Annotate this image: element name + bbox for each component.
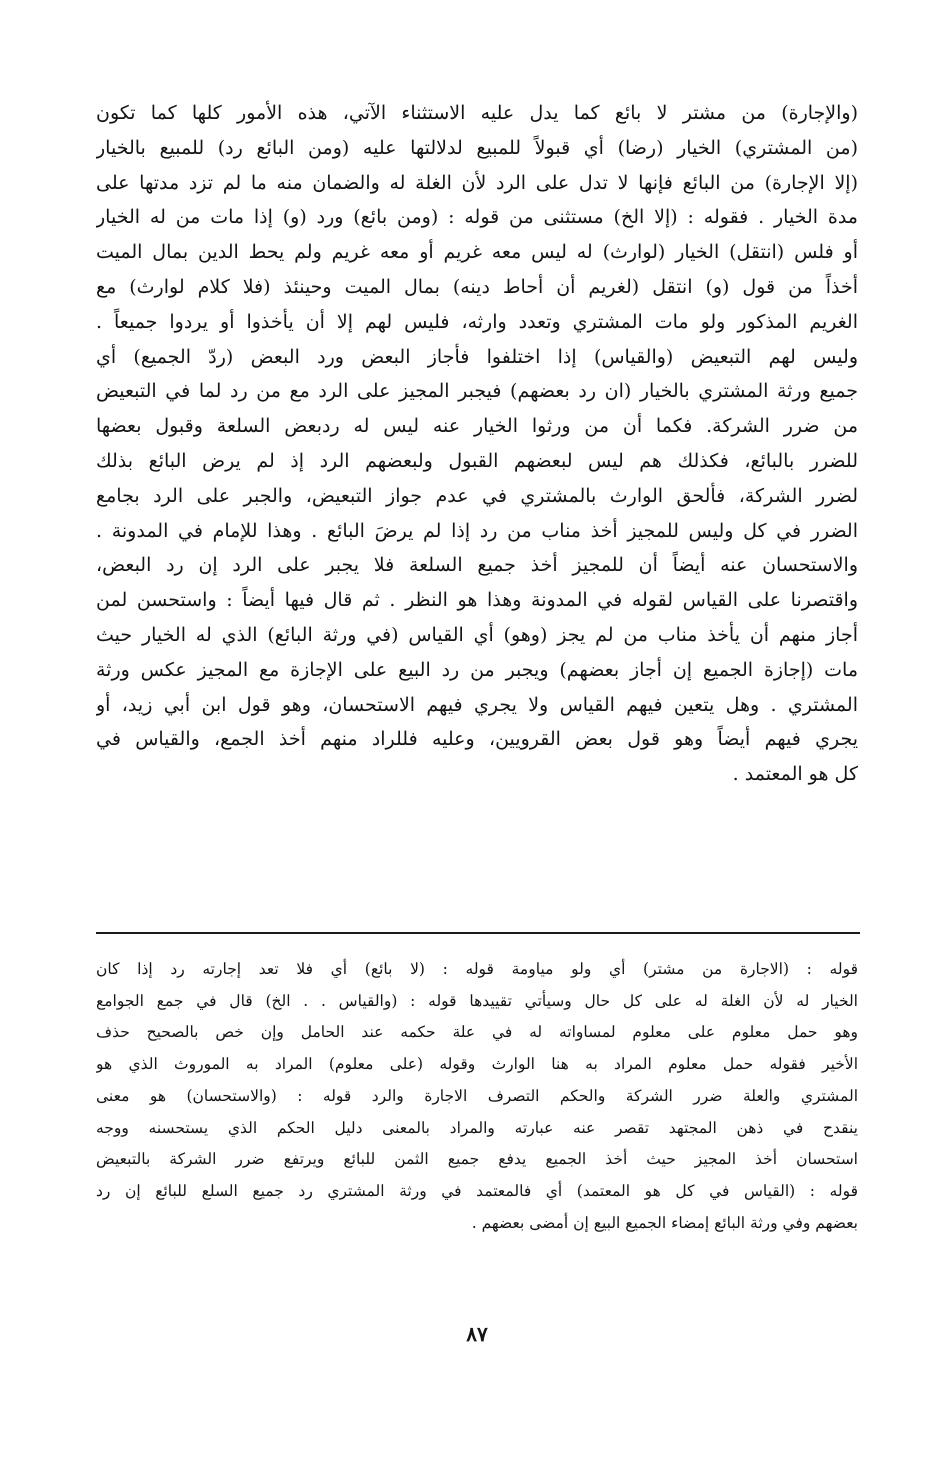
main-line: الضرر في كل وليس للمجيز أخذ مناب من رد إذا لم يرضَ البائع . وهذا للإمام في المدونة . bbox=[96, 519, 858, 542]
footnote-divider bbox=[96, 932, 860, 934]
main-line: أو فلس (انتقل) الخيار (لوارث) له ليس معه غريم أو معه غريم ولم يحط الدين بمال الميت bbox=[96, 241, 858, 264]
main-line: لضرر الشركة، فألحق الوارث بالمشتري في عدم جواز التبعيض، والجبر على الرد بجامع bbox=[96, 484, 858, 507]
footnote-line: قوله : (الاجارة من مشتر) أي ولو مياومة قوله : (لا بائع) أي فلا تعد إجارته رد إذا كان bbox=[96, 960, 858, 978]
footnote-line: المشتري والعلة ضرر الشركة والحكم التصرف الاجارة والرد قوله : (والاستحسان) هو معنى bbox=[96, 1086, 858, 1105]
main-text-block bbox=[96, 96, 858, 792]
main-line: أخذاً من قول (و) انتقل (لغريم أن أحاط دينه) بمال الميت وحينئذ (فلا كلام لوارث) مع bbox=[96, 275, 858, 298]
main-line: أجاز منهم أن يأخذ مناب من لم يجز (وهو) أي القياس (في ورثة البائع) الذي له الخيار حيث bbox=[96, 623, 858, 646]
main-line: يجري فيهم أيضاً وهو قول بعض القرويين، وعليه فللراد منهم أخذ الجمع، والقياس في bbox=[96, 728, 858, 751]
main-line: كل هو المعتمد . bbox=[732, 763, 858, 786]
book-page bbox=[96, 96, 858, 1446]
footnotes-block bbox=[96, 954, 858, 1239]
main-line: (إلا الإجارة) من البائع فإنها لا تدل على الرد لأن الغلة له والضمان منه ما لم تزد مدتها على bbox=[96, 171, 858, 194]
footnote-line: بعضهم وفي ورثة البائع إمضاء الجميع البيع إن أمضى بعضهم . bbox=[471, 1213, 858, 1232]
main-line: (والإجارة) من مشتر لا بائع كما يدل عليه الاستثناء الآتي، هذه الأمور كلها كما تكون bbox=[96, 102, 858, 124]
main-line: والاستحسان عنه أيضاً أن للمجيز أخذ جميع السلعة فلا يجبر على الرد إن رد البعض، bbox=[96, 554, 858, 577]
main-line: واقتصرنا على القياس لقوله في المدونة وهذا هو النظر . ثم قال فيها أيضاً : واستحسن لمن bbox=[96, 589, 858, 612]
footnote-line: قوله : (القياس في كل هو المعتمد) أي فالمعتمد في ورثة المشتري رد جميع السلع للبائع إن رد bbox=[96, 1181, 858, 1200]
main-line: الغريم المذكور ولو مات المشتري وتعدد وارثه، فليس لهم إلا أن يأخذوا أو يردوا جميعاً . bbox=[96, 310, 858, 333]
main-line: مات (إجازة الجميع إن أجاز بعضهم) ويجبر من رد البيع على الإجازة مع المجيز عكس ورثة bbox=[96, 658, 858, 681]
footnote-line: استحسان أخذ المجيز حيث أخذ الجميع يدفع جميع الثمن للبائع ويرتفع ضرر الشركة بالتبعيض bbox=[96, 1150, 858, 1169]
footnote-line: وهو حمل معلوم على معلوم لمساواته له في علة حكمه عند الحامل وإن خص بالصحيح حذف bbox=[96, 1023, 858, 1042]
main-line: للضرر بالبائع، فكذلك هم ليس لبعضهم القبول ولبعضهم الرد إذ لم يرض البائع بذلك bbox=[96, 449, 858, 472]
main-line: جميع ورثة المشتري بالخيار (ان رد بعضهم) فيجبر المجيز على الرد مع من رد لما في التبعيض bbox=[96, 380, 858, 403]
page-number: ٨٧ bbox=[466, 1322, 488, 1346]
main-line: (من المشتري) الخيار (رضا) أي قبولاً للمبيع لدلالتها عليه (ومن البائع رد) للمبيع بالخيار bbox=[96, 136, 858, 159]
footnote-line: الخيار له لأن الغلة له على كل حال وسيأتي تقييدها قوله : (والقياس . . الخ) قال في جمع الجوامع bbox=[96, 991, 858, 1010]
main-line: مدة الخيار . فقوله : (إلا الخ) مستثنى من قوله : (ومن بائع) ورد (و) إذا مات من له الخيار bbox=[96, 206, 858, 229]
main-line: المشتري . وهل يتعين فيهم القياس ولا يجري فيهم الاستحسان، وهو قول ابن أبي زيد، أو bbox=[96, 693, 858, 716]
main-line: وليس لهم التبعيض (والقياس) إذا اختلفوا فأجاز البعض ورد البعض (ردّ الجميع) أي bbox=[96, 345, 858, 368]
footnote-line: الأخير فقوله حمل معلوم المراد به هنا الوارث وقوله (على معلوم) المراد به الموروث الذي هو bbox=[96, 1055, 858, 1074]
main-line: من ضرر الشركة. فكما أن من ورثوا الخيار عنه ليس له ردبعض السلعة وقبول بعضها bbox=[96, 415, 858, 438]
footnote-line: ينقدح في ذهن المجتهد تقصر عنه عبارته والمراد بالمعنى دليل الحكم الذي يستحسنه ووجه bbox=[96, 1118, 858, 1137]
